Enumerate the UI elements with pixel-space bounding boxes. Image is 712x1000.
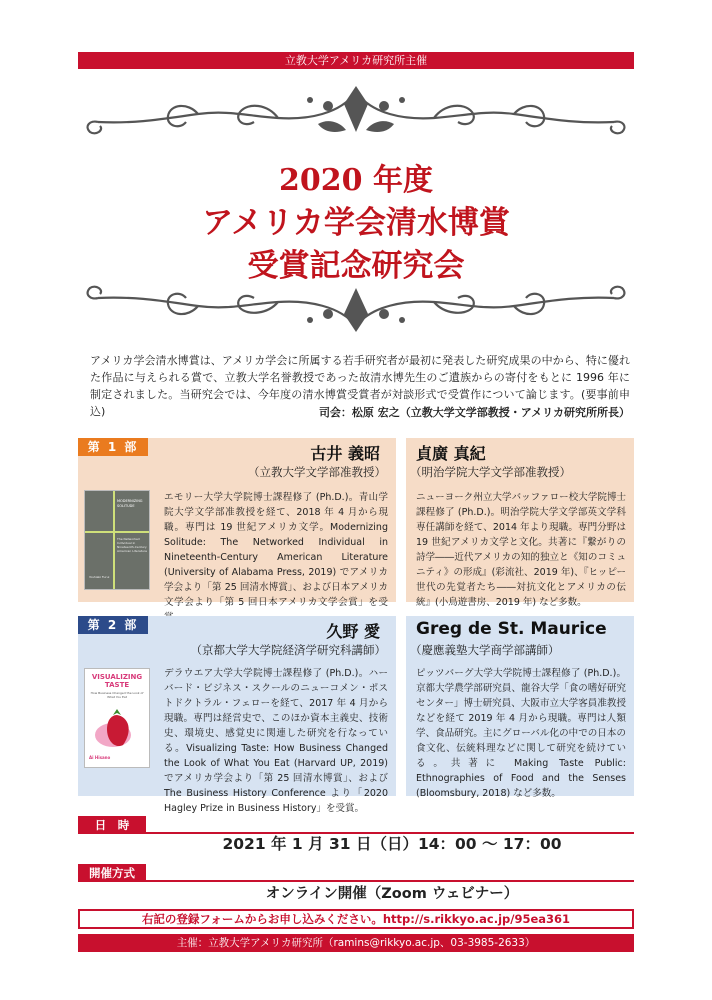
part2-left-card [78, 616, 396, 814]
format-value: オンライン開催（Zoom ウェビナー） [265, 886, 519, 902]
book-cover [84, 668, 150, 768]
speaker-affiliation: （立教大学文学部准教授） [248, 465, 386, 479]
format-label: 開催方式 [78, 864, 146, 882]
speaker-affiliation: （明治学院大学文学部准教授） [410, 465, 571, 479]
book-cover [84, 490, 150, 590]
speaker-name: 貞廣 真紀 [416, 444, 486, 463]
moderator: 司会：松原 宏之（立教大学文学部教授・アメリカ研究所所長） [318, 406, 630, 419]
book-subtitle: How Business Changed the Look of What You Eat [90, 691, 144, 699]
bottom-ornament-icon [78, 282, 634, 334]
speaker-affiliation: （慶應義塾大学商学部講師） [410, 643, 560, 657]
speaker-name: Greg de St. Maurice [416, 619, 607, 639]
part1-tag: 第 1 部 [78, 438, 148, 456]
organizer-banner: 立教大学アメリカ研究所主催 [78, 52, 634, 69]
part1-right-card [406, 438, 634, 608]
schedule-label: 日 時 [78, 816, 146, 834]
speaker-bio: デラウエア大学大学院博士課程修了 (Ph.D.)。ハーバード・ビジネス・スクールのニューコメン・ポストドクトラル・フェローを経て、2017 年 4 月から現職。専門は経営史で、このほか資本主義史、技術史、環境史、感覚史に関連した研究を行なっている。Visualizing Taste: How Business Changed the Look of What You Eat (Harvard UP, 2019) でアメリカ学会より「第 25 回清水博賞」、および The Business History Conference より「2020 Hagley Prize in Business History」を受賞。 [164, 668, 388, 814]
strawberry-icon [93, 703, 141, 753]
registration-link[interactable]: 右記の登録フォームからお申し込みください。http://s.rikkyo.ac.jp/95ea361 [78, 909, 634, 929]
top-ornament-icon [78, 84, 634, 146]
intro-text: アメリカ学会清水博賞は、アメリカ学会に所属する若手研究者が最初に発表した研究成果の中から、特に優れた作品に与えられる賞で、立教大学名誉教授であった故清水博先生のご遺族からの寄付をもとに 1996 年に制定されました。当研究会では、今年度の清水博賞受賞者が対談形式で受賞作について論じます。(要事前申込) [90, 354, 630, 418]
book-title: MODERNIZING SOLITUDE [117, 499, 143, 508]
speaker-bio: エモリー大学大学院博士課程修了 (Ph.D.)。青山学院大学文学部准教授を経て、2018 年 4 月から現職。専門は 19 世紀アメリカ文学。Modernizing Solitude: The Networked Individual in Nineteenth-Century American Literature (University of Alabama Press, 2019) でアメリカ学会より「第 25 回清水博賞」、および日本アメリカ文学会より「第 5 回日本アメリカ文学会賞」を受 [164, 492, 388, 608]
book-author: Ai Hisano [89, 755, 111, 760]
book-title: VISUALIZING TASTE [91, 673, 143, 689]
part2-right-card [406, 616, 634, 799]
part1-left-card [78, 438, 396, 608]
speaker-name: 久野 愛 [326, 622, 380, 641]
title-prize: アメリカ学会清水博賞 [202, 205, 510, 241]
speaker-affiliation: （京都大学大学院経済学研究科講師） [190, 643, 386, 657]
book-subtitle: The Networked Individual in Nineteenth-Century American Literature [117, 537, 147, 553]
schedule-value: 2021 年 1 月 31 日（日）14：00 ～ 17：00 [222, 835, 562, 853]
speaker-bio: ピッツバーグ大学大学院博士課程修了 (Ph.D.)。京都大学農学部研究員、龍谷大学「食の嗜好研究センター」博士研究員、大阪市立大学客員准教授などを経て 2019 年 4 月から現職。専門は人類学、食品研究。主にグローバル化の中での日本の食文化、伝統料理などに関して研究を続けている。共著に Making Taste Public: Ethnographies of Food and the Senses (Bloomsbury, 2018) など多数。 [416, 668, 626, 799]
title-event: 受賞記念研究会 [247, 248, 465, 284]
speaker-name: 古井 義昭 [310, 444, 380, 463]
title-year: 2020 年度 [279, 163, 433, 198]
speaker-bio: ニューヨーク州立大学バッファロー校大学院博士課程修了 (Ph.D.)。明治学院大学文学部英文学科専任講師を経て、2014 年より現職。専門分野は 19 世紀アメリカ文学と文化。共著に『繋がりの詩学――近代アメリカの知的独立と《知のコミュニティ》の形成』(彩流社、2019 年)、『ヒッピー世代の先覚者たち――対抗文化とアメリカの伝統』(小鳥遊書房、2019 年) など多数。 [416, 492, 626, 608]
part2-tag: 第 2 部 [78, 616, 148, 634]
footer-organizer: 主催：立教大学アメリカ研究所（ramins@rikkyo.ac.jp、03-3985-2633） [78, 934, 634, 952]
book-author: Yoshiaki Furui [89, 575, 110, 579]
